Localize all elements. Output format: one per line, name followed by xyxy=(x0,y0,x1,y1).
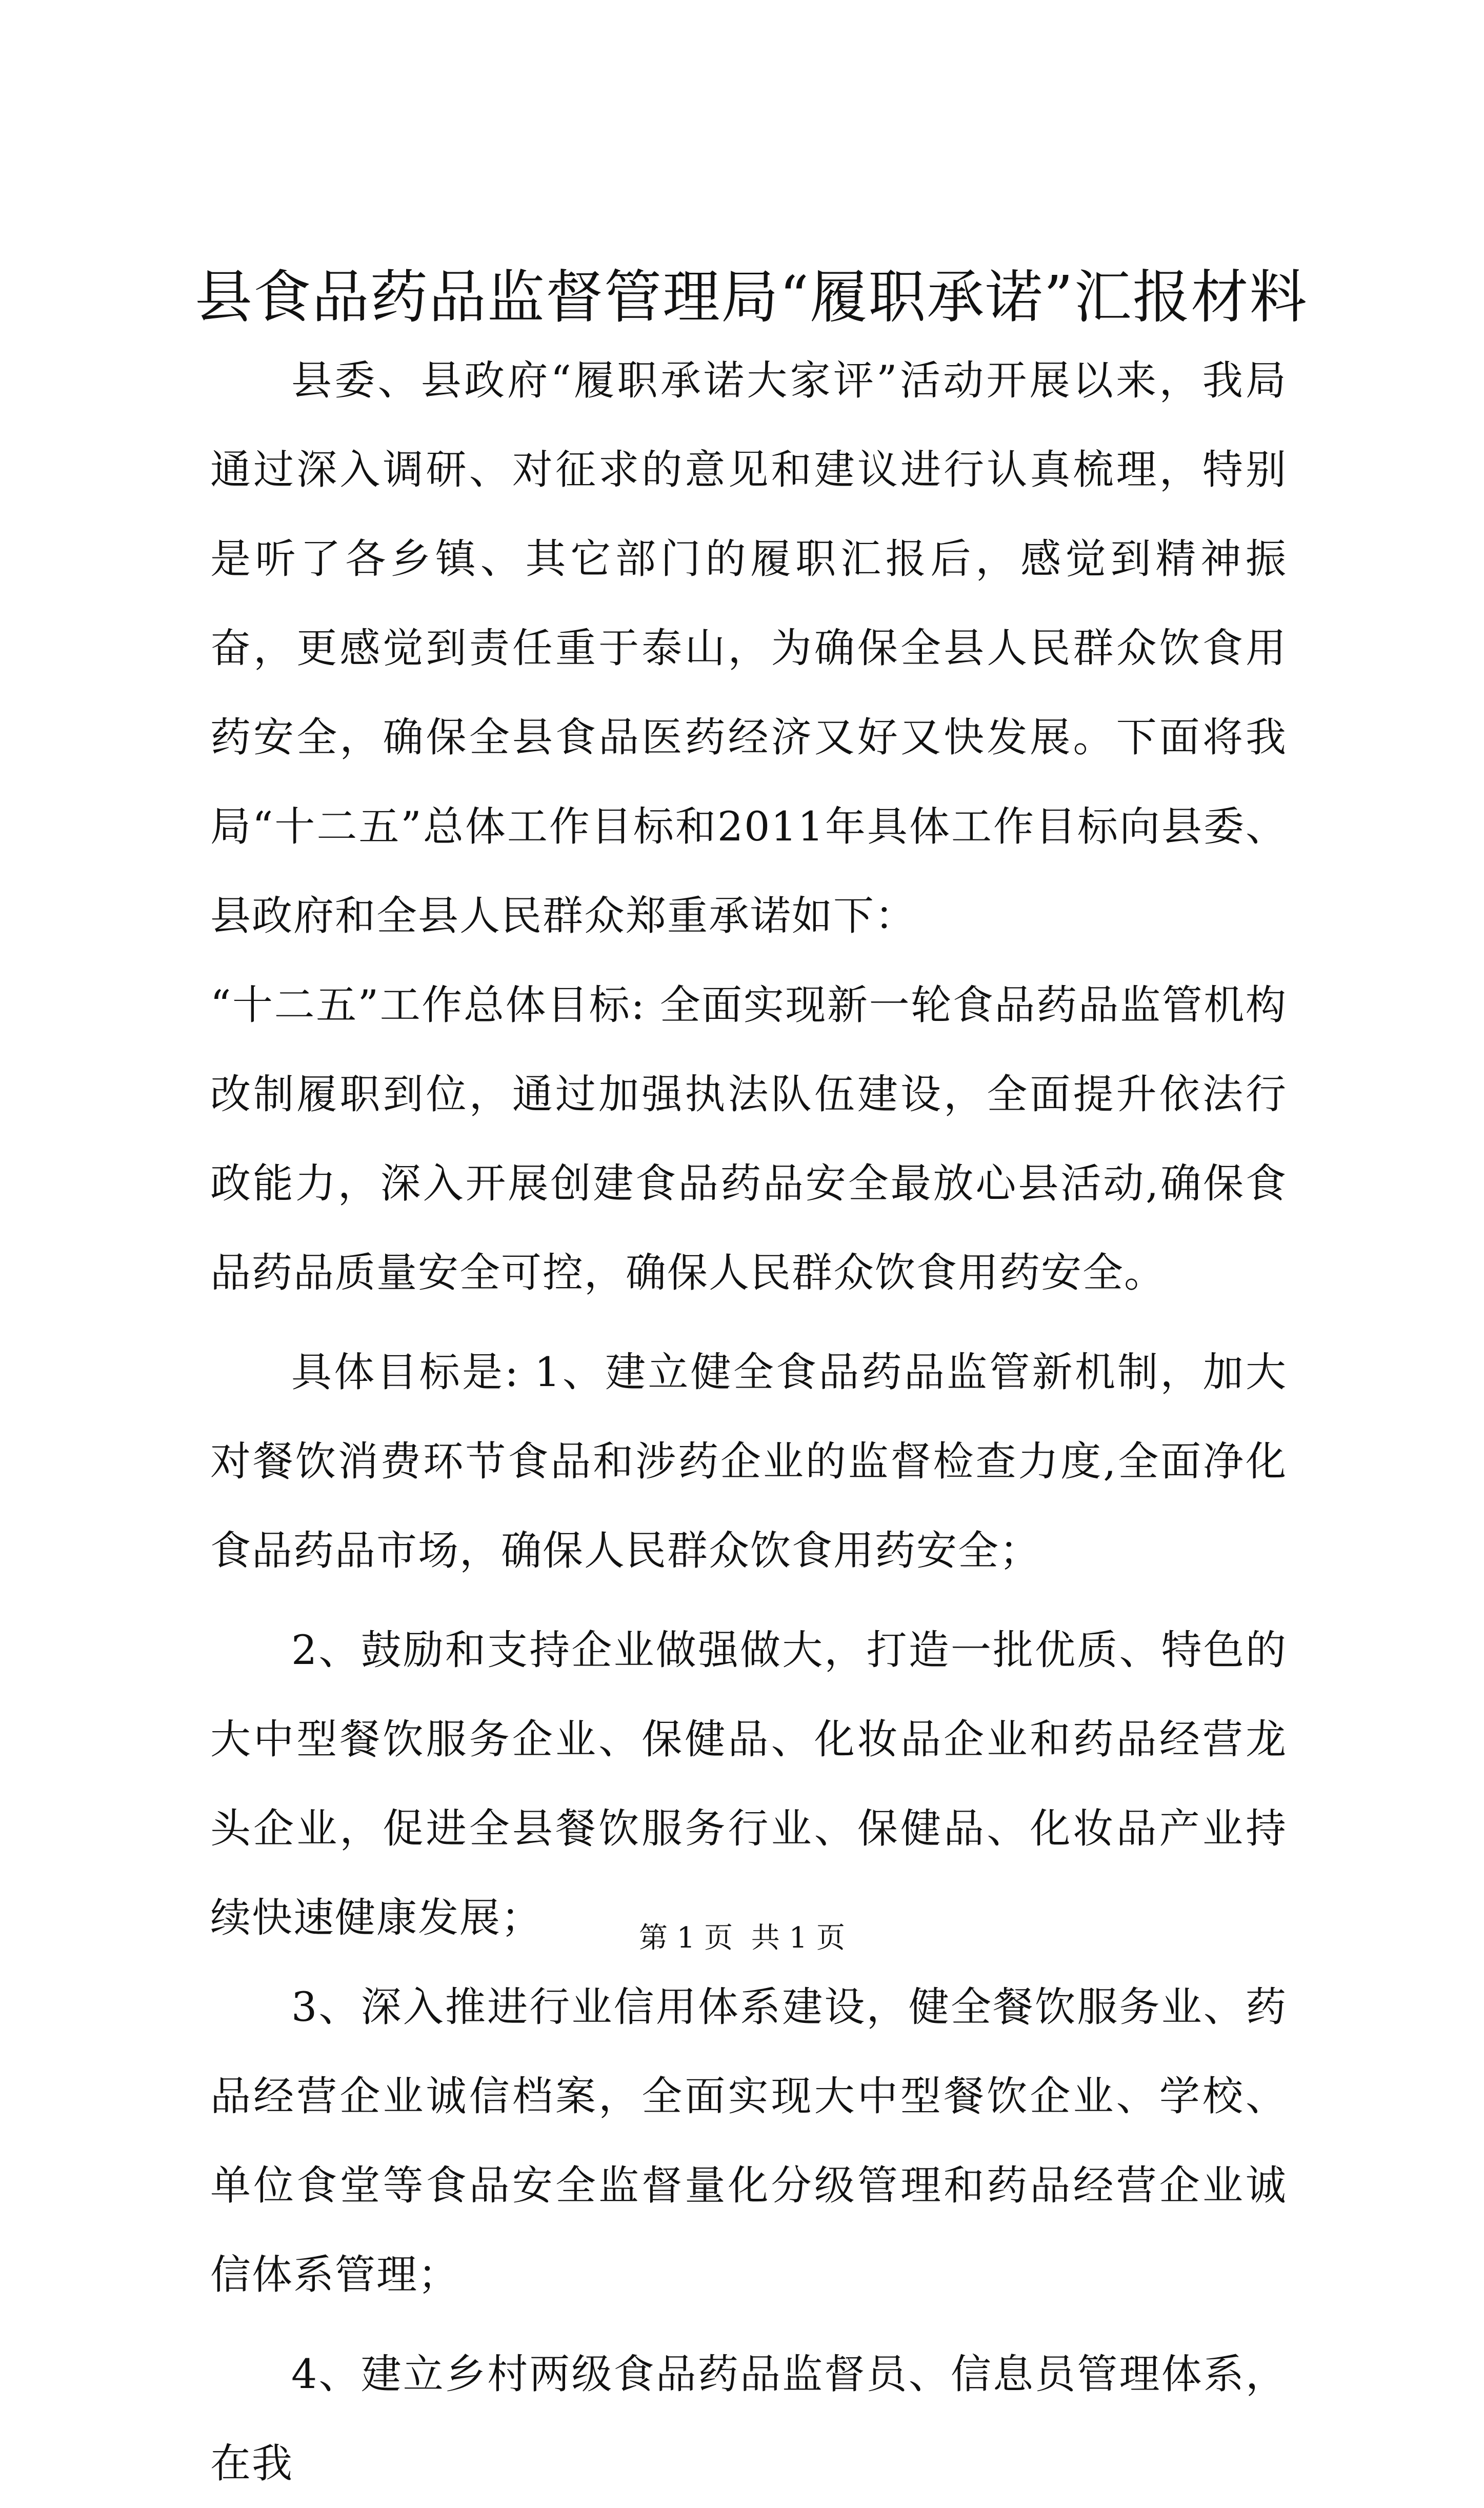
document-body xyxy=(210,336,1287,2508)
paragraph-specific-goal-3: 3、深入推进行业信用体系建设，健全餐饮服务业、药品经营企业诚信档案，全面实现大中型餐饮企业、学校、单位食堂等食品安全监督量化分级管理和药品经营企业诚信体系管理； xyxy=(210,1983,1287,2298)
paragraph-specific-goal-1: 具体目标是: 1、建立健全食品药品监管新机制，加大对餐饮消费环节食品和涉药企业的监督检查力度,全面净化食品药品市场，确保人民群众饮食用药安全； xyxy=(210,1349,1287,1574)
paragraph-specific-goal-2: 2、鼓励和支持企业做强做大，打造一批优质、特色的大中型餐饮服务企业、保健品、化妆品企业和药品经营龙头企业，促进全县餐饮服务行业、保健品、化妆品产业持续快速健康发展； xyxy=(210,1627,1287,1941)
page-footer: 第 1 页 共 1 页 xyxy=(638,1921,846,1955)
document-title: 县食品药品监督管理局“履职承诺”汇报材料 xyxy=(195,264,1308,331)
paragraph-specific-goal-4: 4、建立乡村两级食品药品监督员、信息员管理体系，在我 xyxy=(210,2351,1287,2487)
paragraph-overall-goal: “十二五”工作总体目标: 全面实现新一轮食品药品监管机构改制履职到位，通过加强执法队伍建设，全面提升依法行政能力，深入开展创建食品药品安全最放心县活动,确保食品药品质量安全可控，确保人民群众饮食用药安全。 xyxy=(210,981,1287,1296)
paragraph-intro: 县委、县政府“履职承诺大家评”活动开展以来，我局通过深入调研、对征求的意见和建议进行认真梳理，特别是听了各乡镇、其它部门的履职汇报后，感觉到精神振奋，更感觉到责任重于泰山，为确保全县人民群众饮食用药安全，确保全县食品医药经济又好又快发展。下面将我局“十二五”总体工作目标和2011年具体工作目标向县委、县政府和全县人民群众郑重承诺如下： xyxy=(210,357,1287,939)
